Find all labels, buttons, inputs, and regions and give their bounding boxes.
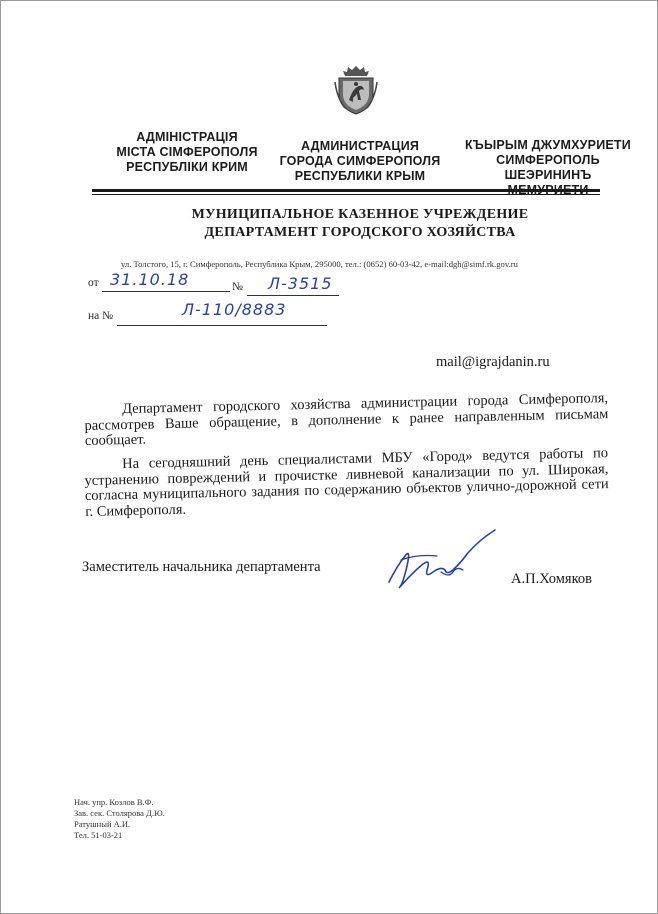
from-label: от	[88, 277, 99, 289]
organization-title	[130, 206, 590, 242]
header-left-line: МІСТА СІМФЕРОПОЛЯ	[116, 145, 258, 159]
to-number-line	[117, 325, 327, 326]
organization-address: ул. Толстого, 15, г. Симферополь, Республика Крым, 295000, тел.: (0652) 60-03-42, e-mail:dgh@simf.rk.gov.ru	[121, 259, 518, 269]
header-left-line: АДМІНІСТРАЦІЯ	[136, 130, 238, 144]
footer-line: Нач. упр. Козлов В.Ф.	[74, 797, 154, 807]
footer-line: Зав. сек. Столярова Д.Ю.	[74, 808, 165, 818]
header-ukrainian	[92, 130, 282, 175]
crimea-coat-of-arms-icon	[333, 64, 379, 116]
header-right-line: ШЕЭРИНИНЪ	[504, 168, 592, 182]
header-divider-thick	[92, 189, 600, 192]
footer-line: Ратушный А.И.	[74, 819, 131, 829]
executor-footer	[74, 797, 165, 841]
org-line-1: МУНИЦИПАЛЬНОЕ КАЗЕННОЕ УЧРЕЖДЕНИЕ	[191, 207, 529, 222]
header-right-line: КЪЫРЫМ ДЖУМХУРИЕТИ	[465, 138, 631, 152]
org-line-2: ДЕПАРТАМЕНТ ГОРОДСКОГО ХОЗЯЙСТВА	[204, 225, 516, 240]
body-paragraph-2: На сегодняшний день специалистами МБУ «Город» ведутся работы по устранению повреждений и прочистке ливневой канализации по ул. Широкая, согласна муниципального задания по содержанию объектов улично-дорожной сети г. Симферополя.	[84, 445, 609, 520]
redacted-area	[420, 314, 600, 344]
number-line	[247, 295, 339, 296]
footer-line: Тел. 51-03-21	[74, 830, 123, 840]
header-center-line: АДМИНИСТРАЦИЯ	[300, 139, 420, 153]
header-right-line: СИМФЕРОПОЛЬ	[496, 153, 600, 167]
number-label: №	[232, 281, 243, 293]
date-line	[102, 291, 230, 292]
signatory-name: А.П.Хомяков	[511, 571, 592, 587]
date-handwritten: 31.10.18	[110, 270, 190, 289]
header-center-line: ГОРОДА СИМФЕРОПОЛЯ	[279, 154, 441, 168]
header-center-line: РЕСПУБЛИКИ КРЫМ	[294, 169, 426, 183]
header-russian	[265, 139, 455, 184]
number-handwritten: Л-3515	[268, 274, 333, 293]
body-paragraph-1: Департамент городского хозяйства администрации города Симферополя, рассмотрев Ваше обращение, в дополнение к ранее направленным письмам сообщает.	[84, 390, 609, 449]
to-number-handwritten: Л-110/8883	[182, 300, 287, 319]
recipient-email: mail@igrajdanin.ru	[436, 354, 550, 370]
signatory-title: Заместитель начальника департамента	[82, 559, 321, 575]
to-label: на №	[88, 310, 114, 322]
header-divider-thin	[92, 194, 600, 195]
handwritten-signature	[383, 526, 501, 592]
header-left-line: РЕСПУБЛІКИ КРИМ	[126, 160, 248, 174]
